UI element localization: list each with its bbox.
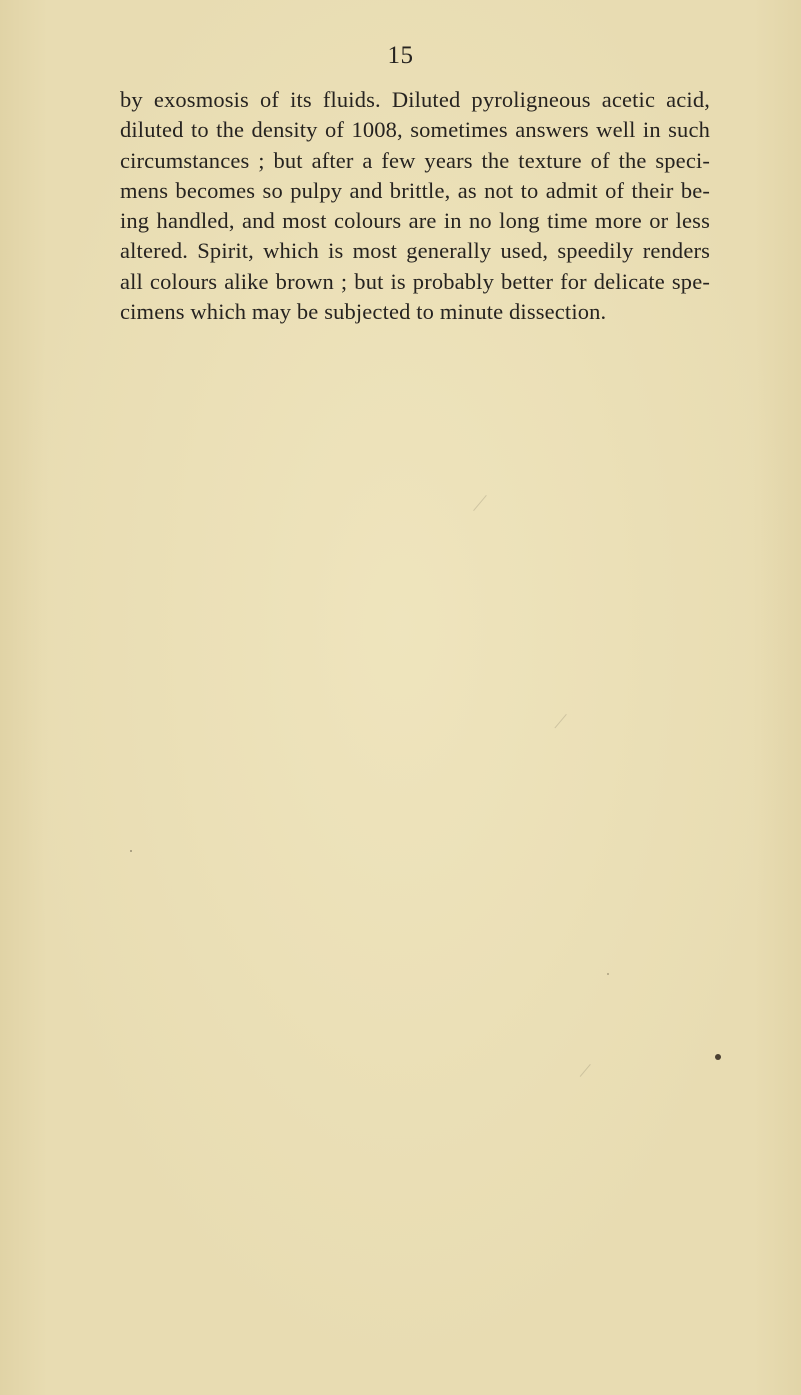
paper-scratch [473, 495, 487, 511]
ink-speck [607, 973, 609, 975]
text-line: cimens which may be subjected to minute dissection. [120, 299, 607, 325]
text-line: altered. Spirit, which is most generally used, speedily renders [120, 238, 710, 264]
text-line: mens becomes so pulpy and brittle, as not to admit of their be- [120, 177, 710, 203]
paper-scratch [580, 1064, 591, 1077]
ink-speck [715, 1054, 721, 1060]
text-line: by exosmosis of its fluids. Diluted pyroligneous acetic acid, [120, 87, 710, 112]
text-line: circumstances ; but after a few years the texture of the speci- [120, 147, 710, 173]
ink-speck [130, 850, 132, 852]
text-line: all colours alike brown ; but is probably better for delicate spe- [120, 268, 710, 294]
body-paragraph [120, 85, 710, 327]
paper-scratch [554, 714, 566, 728]
text-line: diluted to the density of 1008, sometimes answers well in such [120, 117, 710, 143]
page-number: 15 [387, 42, 414, 69]
text-line: ing handled, and most colours are in no long time more or less [120, 208, 710, 234]
